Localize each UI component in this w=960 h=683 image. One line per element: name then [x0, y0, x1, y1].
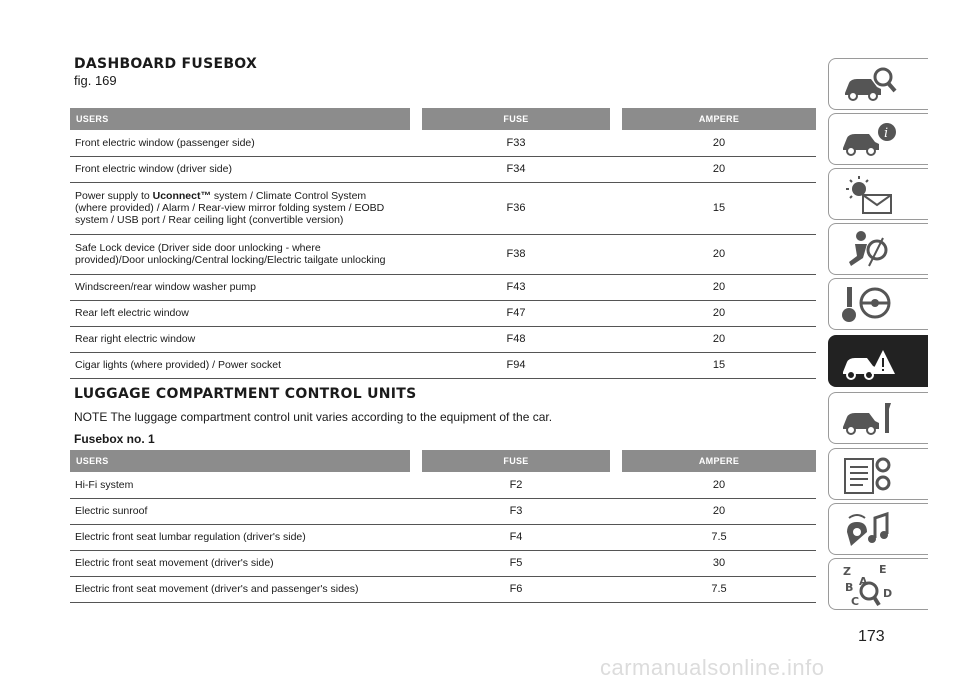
- note-text: NOTE The luggage compartment control unit varies according to the equipment of the car.: [74, 410, 553, 424]
- table-row: [70, 182, 816, 234]
- ampere-cell: 20: [622, 156, 816, 182]
- tab-car-info[interactable]: [828, 113, 928, 165]
- ampere-cell: 7.5: [622, 576, 816, 602]
- user-cell: Electric front seat lumbar regulation (driver's side): [70, 524, 410, 550]
- user-cell: Windscreen/rear window washer pump: [70, 274, 410, 300]
- index-icon: [839, 563, 899, 607]
- ampere-cell: 20: [622, 234, 816, 274]
- ampere-cell: 20: [622, 274, 816, 300]
- dashboard-fusebox-table: [70, 108, 816, 379]
- fuse-cell: F5: [422, 550, 610, 576]
- ampere-cell: 30: [622, 550, 816, 576]
- user-cell: Front electric window (passenger side): [70, 130, 410, 156]
- svg-text:C: C: [851, 595, 860, 607]
- ampere-cell: 20: [622, 300, 816, 326]
- warning-light-message-icon: [839, 173, 899, 217]
- svg-text:B: B: [845, 581, 854, 594]
- tab-starting-driving[interactable]: [828, 278, 928, 330]
- tab-car-search[interactable]: [828, 58, 928, 110]
- fuse-cell: F6: [422, 576, 610, 602]
- svg-text:E: E: [879, 563, 887, 576]
- figure-reference: fig. 169: [74, 73, 117, 88]
- luggage-fusebox-table: [70, 450, 816, 603]
- ampere-cell: 15: [622, 182, 816, 234]
- header-ampere: AMPERE: [622, 450, 816, 472]
- tab-warning-lights[interactable]: [828, 168, 928, 220]
- page-number: 173: [858, 628, 885, 645]
- fusebox-label: Fusebox no. 1: [74, 432, 155, 446]
- table-row: [70, 130, 816, 156]
- svg-text:D: D: [883, 587, 893, 600]
- user-cell: Rear right electric window: [70, 326, 410, 352]
- table-header: [70, 450, 816, 472]
- uconnect-brand: Uconnect™: [152, 190, 211, 202]
- header-fuse: FUSE: [422, 108, 610, 130]
- tab-maintenance[interactable]: [828, 392, 928, 444]
- ampere-cell: 20: [622, 498, 816, 524]
- user-cell: Electric front seat movement (driver's side): [70, 550, 410, 576]
- user-cell: Hi-Fi system: [70, 472, 410, 498]
- table-row: [70, 352, 816, 378]
- watermark: carmanualsonline.info: [600, 655, 825, 680]
- ampere-cell: 20: [622, 130, 816, 156]
- table-row: [70, 524, 816, 550]
- car-search-icon: [839, 63, 899, 107]
- header-ampere: AMPERE: [622, 108, 816, 130]
- multimedia-icon: [839, 508, 899, 552]
- header-users: USERS: [70, 450, 410, 472]
- user-cell: Electric front seat movement (driver's and passenger's sides): [70, 576, 410, 602]
- fuse-cell: F33: [422, 130, 610, 156]
- table-row: [70, 498, 816, 524]
- svg-text:A: A: [859, 575, 868, 588]
- table-row: [70, 234, 816, 274]
- table-row: [70, 300, 816, 326]
- table-row: [70, 326, 816, 352]
- table-row: [70, 274, 816, 300]
- user-cell: Front electric window (driver side): [70, 156, 410, 182]
- table-row: [70, 156, 816, 182]
- user-cell: Cigar lights (where provided) / Power socket: [70, 352, 410, 378]
- tab-index[interactable]: [828, 558, 928, 610]
- ampere-cell: 20: [622, 472, 816, 498]
- fuse-cell: F38: [422, 234, 610, 274]
- user-cell: Rear left electric window: [70, 300, 410, 326]
- fuse-cell: F36: [422, 182, 610, 234]
- user-cell: Power supply to Uconnect™ system / Climate Control System (where provided) / Alarm / Rear-view mirror folding system / EOBD system / USB port / Rear ceiling light (convertible version): [70, 182, 410, 234]
- section-title-dashboard-fusebox: DASHBOARD FUSEBOX: [74, 56, 258, 72]
- car-maintenance-icon: [839, 397, 899, 441]
- header-fuse: FUSE: [422, 450, 610, 472]
- table-header: [70, 108, 816, 130]
- tab-technical-data[interactable]: [828, 448, 928, 500]
- fuse-cell: F4: [422, 524, 610, 550]
- header-users: USERS: [70, 108, 410, 130]
- fuse-cell: F3: [422, 498, 610, 524]
- fuse-cell: F43: [422, 274, 610, 300]
- car-emergency-icon: [839, 340, 899, 384]
- fuse-cell: F2: [422, 472, 610, 498]
- airbag-seat-icon: [839, 228, 899, 272]
- ampere-cell: 15: [622, 352, 816, 378]
- fuse-cell: F94: [422, 352, 610, 378]
- tab-multimedia[interactable]: [828, 503, 928, 555]
- svg-text:Z: Z: [843, 565, 851, 578]
- fuse-cell: F48: [422, 326, 610, 352]
- table-row: [70, 472, 816, 498]
- user-cell: Safe Lock device (Driver side door unlocking - where provided)/Door unlocking/Central locking/Electric tailgate unlocking: [70, 234, 410, 274]
- technical-data-icon: [839, 453, 899, 497]
- steering-key-icon: [839, 283, 899, 327]
- svg-text:i: i: [884, 126, 889, 141]
- ampere-cell: 20: [622, 326, 816, 352]
- fuse-cell: F47: [422, 300, 610, 326]
- tab-emergency[interactable]: [828, 335, 928, 387]
- user-cell: Electric sunroof: [70, 498, 410, 524]
- table-row: [70, 576, 816, 602]
- tab-safety[interactable]: [828, 223, 928, 275]
- fuse-cell: F34: [422, 156, 610, 182]
- table-row: [70, 550, 816, 576]
- ampere-cell: 7.5: [622, 524, 816, 550]
- section-title-luggage-compartment: LUGGAGE COMPARTMENT CONTROL UNITS: [74, 386, 417, 402]
- car-info-icon: [839, 118, 899, 162]
